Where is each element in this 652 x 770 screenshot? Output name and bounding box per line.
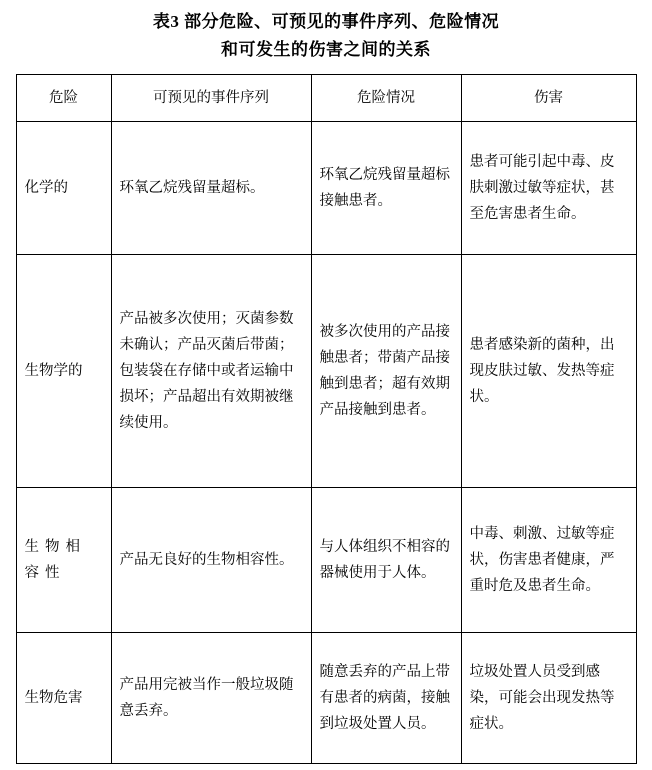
cell-sequence: 产品用完被当作一般垃圾随意丢弃。 [111,633,311,764]
header-sequence: 可预见的事件序列 [111,75,311,122]
header-situation: 危险情况 [311,75,461,122]
cell-situation: 与人体组织不相容的器械使用于人体。 [311,488,461,633]
risk-analysis-table [16,74,637,764]
cell-hazard: 生物相容性 [16,488,111,633]
table-title-line-2: 和可发生的伤害之间的关系 [221,40,431,59]
cell-sequence: 环氧乙烷残留量超标。 [111,122,311,255]
table-row [16,255,636,488]
cell-situation: 环氧乙烷残留量超标接触患者。 [311,122,461,255]
table-row [16,488,636,633]
table-row [16,122,636,255]
table-header [16,75,636,122]
table-title [0,0,652,64]
table-header-row [16,75,636,122]
header-harm: 伤害 [461,75,636,122]
table-body [16,122,636,764]
cell-situation: 随意丢弃的产品上带有患者的病菌，接触到垃圾处置人员。 [311,633,461,764]
cell-hazard: 生物学的 [16,255,111,488]
cell-sequence: 产品无良好的生物相容性。 [111,488,311,633]
cell-hazard: 化学的 [16,122,111,255]
table-row [16,633,636,764]
cell-harm: 患者可能引起中毒、皮肤刺激过敏等症状，甚至危害患者生命。 [461,122,636,255]
cell-situation: 被多次使用的产品接触患者；带菌产品接触到患者；超有效期产品接触到患者。 [311,255,461,488]
cell-sequence: 产品被多次使用；灭菌参数未确认；产品灭菌后带菌；包装袋在存储中或者运输中损坏；产品超出有效期被继续使用。 [111,255,311,488]
cell-harm: 垃圾处置人员受到感染，可能会出现发热等症状。 [461,633,636,764]
cell-harm: 患者感染新的菌种，出现皮肤过敏、发热等症状。 [461,255,636,488]
cell-hazard: 生物危害 [16,633,111,764]
cell-harm: 中毒、刺激、过敏等症状，伤害患者健康，严重时危及患者生命。 [461,488,636,633]
header-hazard: 危险 [16,75,111,122]
table-title-line-1: 表3 部分危险、可预见的事件序列、危险情况 [152,12,500,31]
